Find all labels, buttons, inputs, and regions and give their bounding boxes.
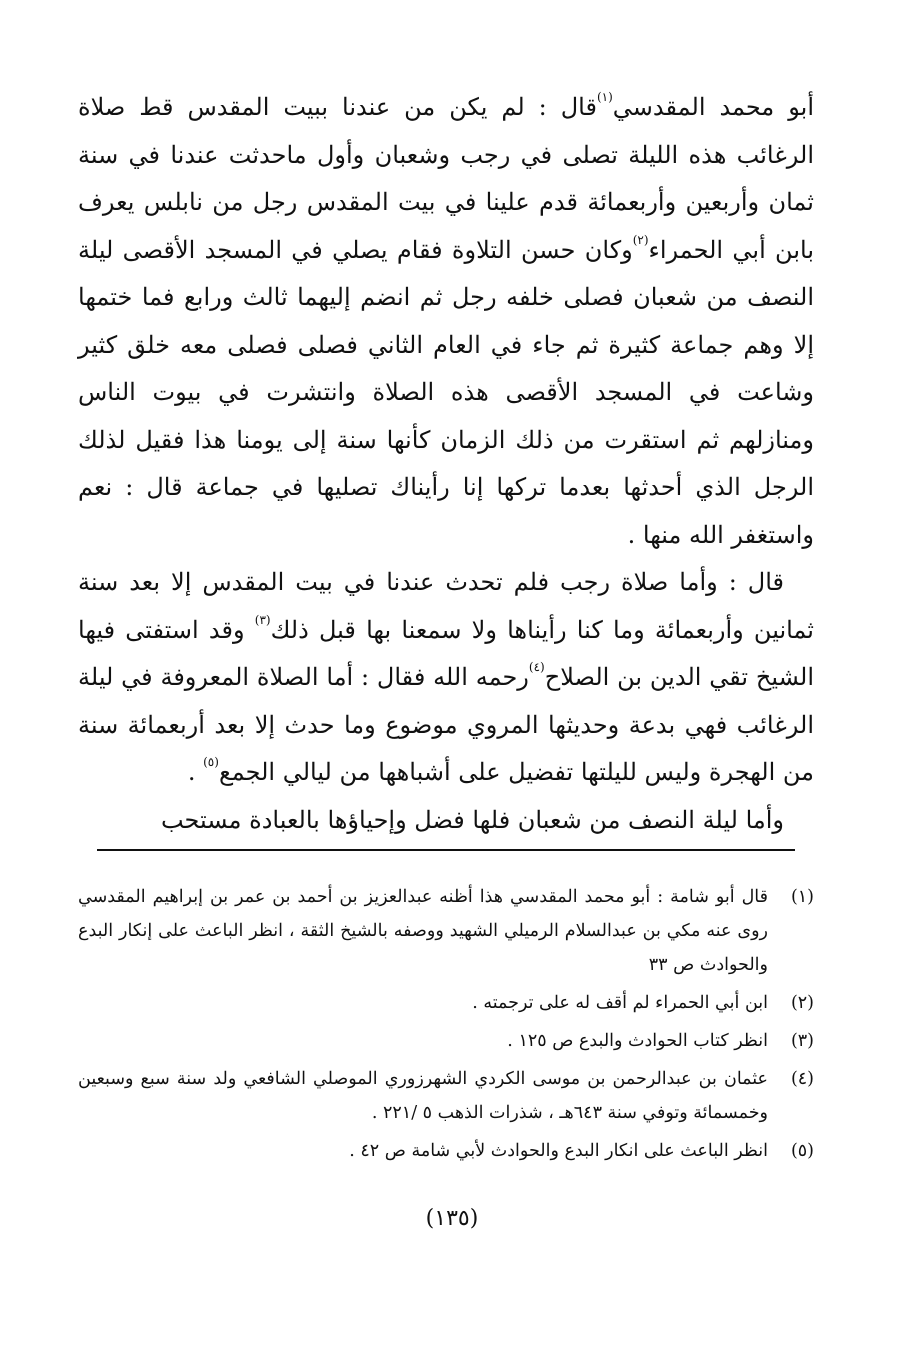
footnote-5 xyxy=(78,1134,814,1168)
footnote-text: عثمان بن عبدالرحمن بن موسى الكردي الشهرزوري الموصلي الشافعي ولد سنة سبع وسبعين وخمسمائة وتوفي سنة ٦٤٣هـ ، شذرات الذهب ٥ /٢٢١ . xyxy=(78,1069,768,1123)
footnote-number: (٣) xyxy=(790,1031,814,1051)
footnote-ref-3: (٣) xyxy=(254,612,271,627)
page-number: (١٣٥) xyxy=(425,1206,479,1231)
footnote-ref-1: (١) xyxy=(596,90,613,104)
footnote-3 xyxy=(78,1024,814,1058)
footnote-number: (١) xyxy=(790,887,814,907)
text-segment: وقد استفتى فيها الشيخ تقي الدين بن الصلاح xyxy=(78,615,814,691)
footnote-ref-2: (٢) xyxy=(632,232,649,247)
text-segment: . xyxy=(187,758,196,786)
footnote-ref-5: (٥) xyxy=(203,755,219,769)
text-segment: وكان حسن التلاوة فقام يصلي في المسجد الأقصى ليلة النصف من شعبان فصلى خلفه رجل ثم انضم إليهما ثالث ورابع فما ختمها إلا وهم جماعة كثيرة ثم جاء في العام الثاني فصلى فصلى معه خلق كثير وشاعت في المسجد الأقصى هذه الصلاة وانتشرت في بيوت الناس ومنازلهم ثم استقرت من ذلك الزمان كأنها سنة إلى يومنا هذا فقيل لذلك الرجل الذي أحدثها بعدما تركها إنا رأيناك تصليها في جماعة قال : نعم واستغفر الله منها . xyxy=(78,235,814,549)
footnote-text: انظر الباعث على انكار البدع والحوادث لأبي شامة ص ٤٢ . xyxy=(349,1141,768,1161)
footnote-text: قال أبو شامة : أبو محمد المقدسي هذا أظنه عبدالعزيز بن أحمد بن عمر بن إبراهيم المقدسي روى عنه مكي بن عبدالسلام الرميلي الشهيد ووصفه بالشيخ الثقة ، انظر الباعث على إنكار البدع والحوادث ص ٣٣ xyxy=(78,887,768,975)
footnote-2 xyxy=(78,986,814,1020)
footnotes xyxy=(78,880,814,1172)
paragraph-3: وأما ليلة النصف من شعبان فلها فضل وإحياؤها بالعبادة مستحب xyxy=(160,805,784,834)
text-segment: رحمه الله فقال : أما الصلاة المعروفة في ليلة الرغائب فهي بدعة وحديثها المروي موضوع وما حدث إلا بعد أربعمائة سنة من الهجرة وليس لليلتها تفضيل على أشباهها من ليالي الجمع xyxy=(78,663,814,786)
footnote-ref-4: (٤) xyxy=(528,660,545,674)
footnote-number: (٤) xyxy=(790,1069,814,1089)
footnote-number: (٢) xyxy=(790,993,814,1013)
footnote-text: انظر كتاب الحوادث والبدع ص ١٢٥ . xyxy=(507,1031,768,1051)
footnote-text: ابن أبي الحمراء لم أقف له على ترجمته . xyxy=(472,993,768,1013)
paragraph-1 xyxy=(78,84,814,559)
paragraph-2 xyxy=(78,559,814,797)
text-segment: أبو محمد المقدسي xyxy=(612,93,814,121)
footnote-number: (٥) xyxy=(790,1141,814,1161)
footnote-separator xyxy=(97,849,795,851)
text-segment: قال : وأما صلاة رجب فلم تحدث عندنا في بيت المقدس إلا بعد سنة ثمانين وأربعمائة وما كنا رأيناها ولا سمعنا بها قبل ذلك xyxy=(78,568,814,644)
text-segment: قال : لم يكن من عندنا ببيت المقدس قط صلاة الرغائب هذه الليلة تصلى في رجب وشعبان وأول ماحدثت عندنا في سنة ثمان وأربعين وأربعمائة قدم علينا في بيت المقدس رجل من نابلس يعرف بابن أبي الحمراء xyxy=(78,93,814,264)
footnote-4 xyxy=(78,1062,814,1130)
footnote-1 xyxy=(78,880,814,982)
main-text xyxy=(78,84,814,844)
